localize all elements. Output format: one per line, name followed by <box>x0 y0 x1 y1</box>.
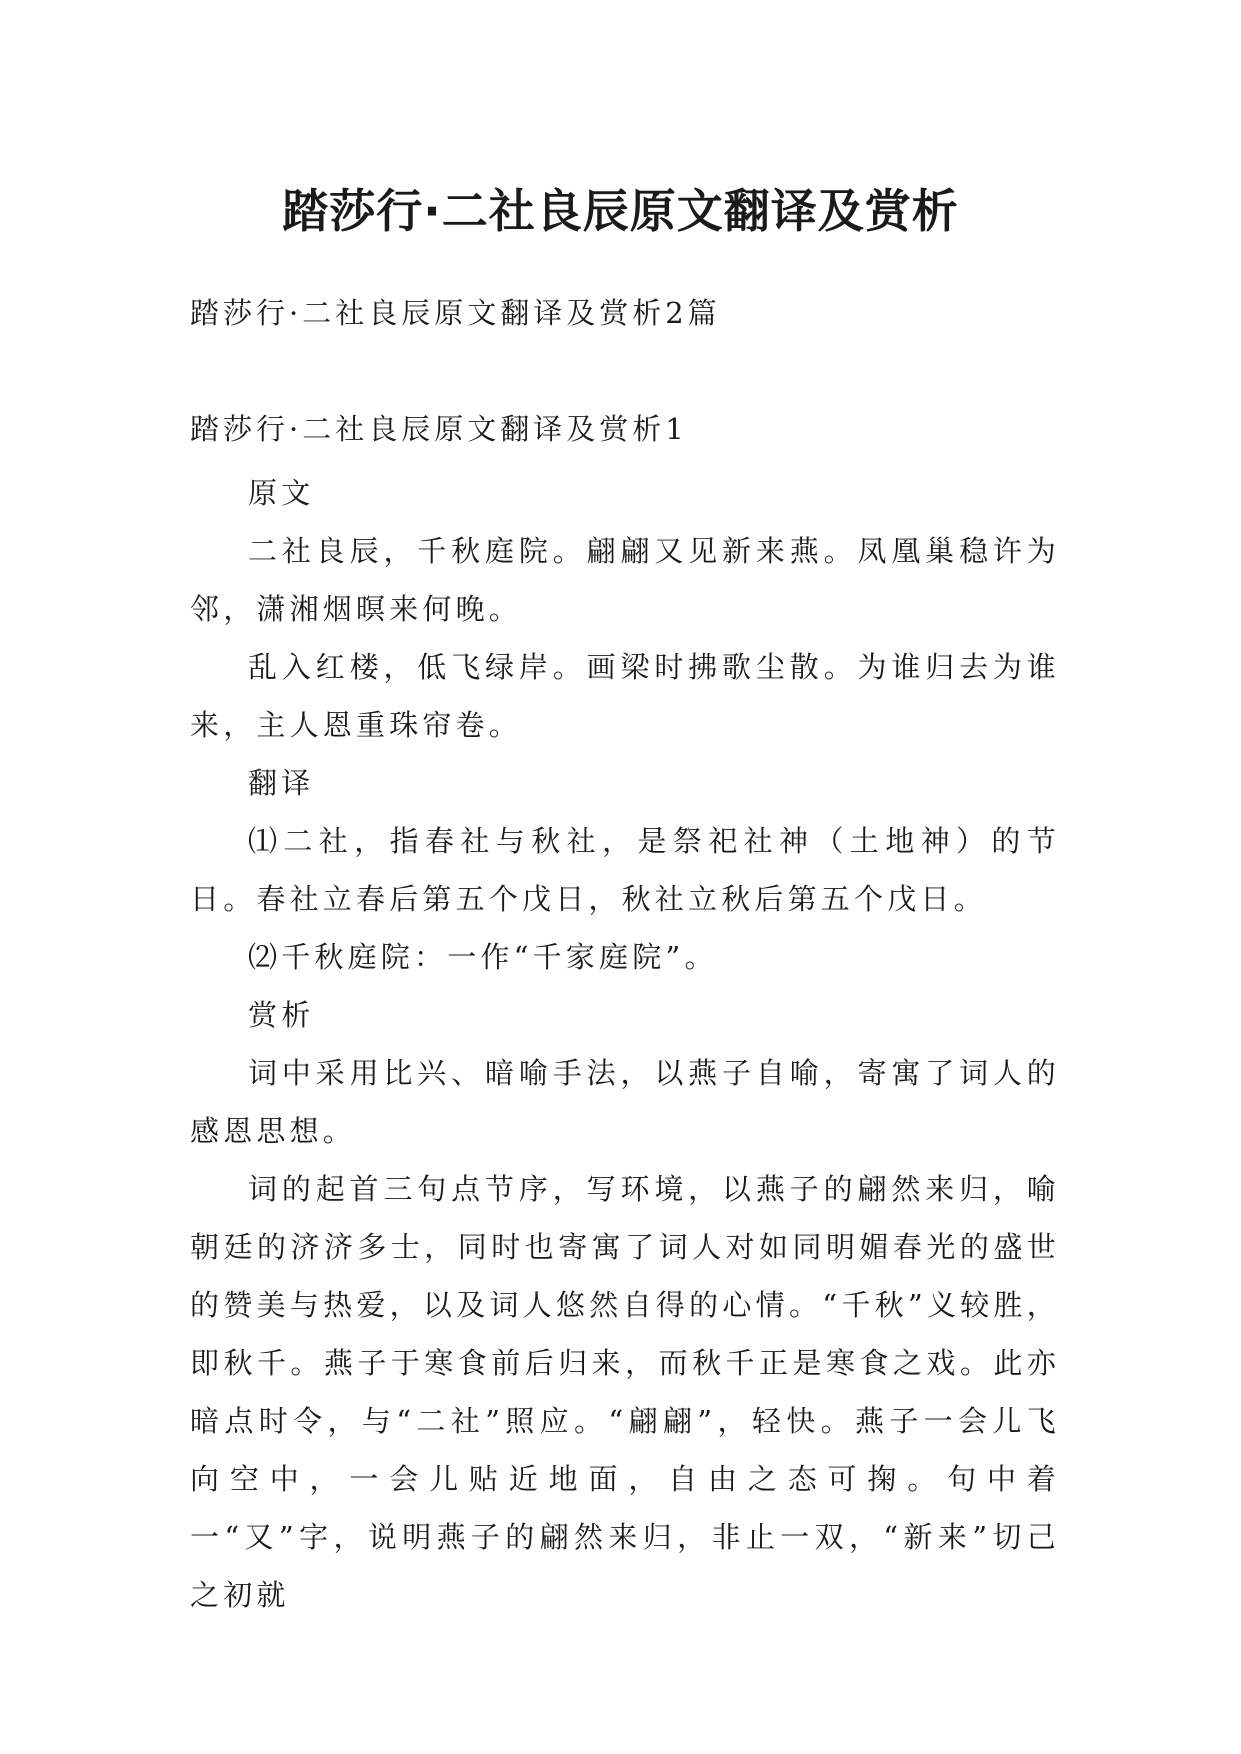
document-title: 踏莎行·二社良辰原文翻译及赏析 <box>282 183 959 238</box>
section-heading: 踏莎行·二社良辰原文翻译及赏析1 <box>190 412 688 446</box>
translation-note-1: ⑴二社，指春社与秋社，是祭祀社神（土地神）的节日。春社立春后第五个戊日，秋社立秋后第五个戊日。 <box>190 824 1060 916</box>
document-subtitle: 踏莎行·二社良辰原文翻译及赏析2篇 <box>190 296 721 330</box>
heading-translation: 翻译 <box>248 766 315 800</box>
poem-stanza-2: 乱入红楼，低飞绿岸。画梁时拂歌尘散。为谁归去为谁来，主人恩重珠帘卷。 <box>190 650 1060 742</box>
heading-original-text: 原文 <box>248 476 315 510</box>
poem-stanza-1: 二社良辰，千秋庭院。翩翩又见新来燕。凤凰巢稳许为邻，潇湘烟暝来何晚。 <box>190 534 1060 626</box>
translation-note-2: ⑵千秋庭院：一作“千家庭院”。 <box>248 940 718 974</box>
appreciation-paragraph-1: 词中采用比兴、暗喻手法，以燕子自喻，寄寓了词人的感恩思想。 <box>190 1056 1060 1148</box>
appreciation-paragraph-2: 词的起首三句点节序，写环境，以燕子的翩然来归，喻朝廷的济济多士，同时也寄寓了词人对如同明媚春光的盛世的赞美与热爱，以及词人悠然自得的心情。“千秋”义较胜，即秋千。燕子于寒食前后归来，而秋千正是寒食之戏。此亦暗点时令，与“二社”照应。“翩翩”，轻快。燕子一会儿飞向空中，一会儿贴近地面，自由之态可掬。句中着一“又”字，说明燕子的翩然来归，非止一双，“新来”切己之初就 <box>190 1172 1060 1612</box>
document-body <box>190 464 1060 1624</box>
heading-appreciation: 赏析 <box>248 998 315 1032</box>
